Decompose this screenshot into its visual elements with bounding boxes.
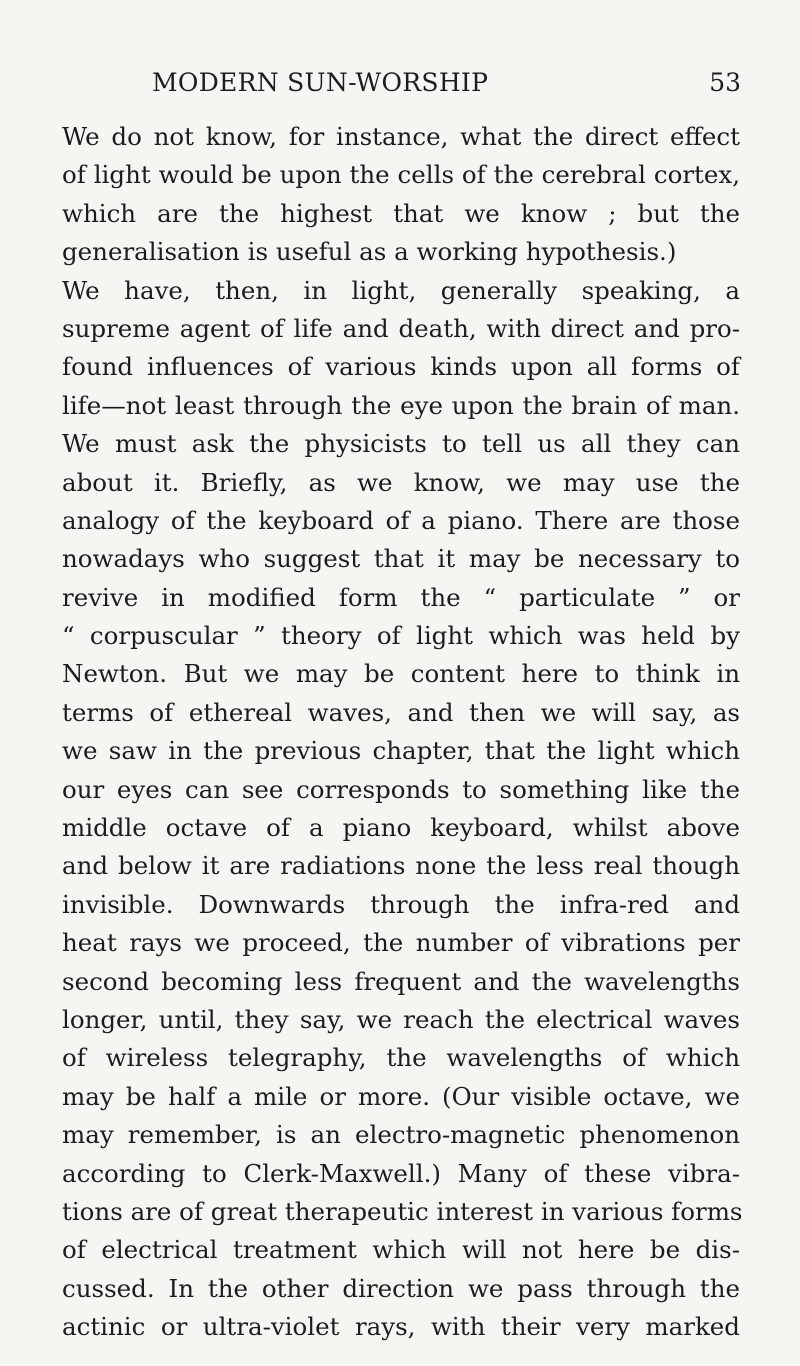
text-line: of wireless telegraphy, the wavelengths of which bbox=[62, 1043, 740, 1073]
text-line: second becoming less frequent and the wavelengths bbox=[62, 966, 740, 996]
text-line: revive in modified form the “ particulate ” or bbox=[62, 582, 740, 612]
text-line: nowadays who suggest that it may be necessary to bbox=[62, 544, 740, 574]
text-line: invisible. Downwards through the infra-red and bbox=[62, 889, 740, 919]
body-text bbox=[62, 118, 743, 1347]
text-line: actinic or ultra-violet rays, with their very marked bbox=[62, 1312, 740, 1342]
text-line: tions are of great therapeutic interest in various forms bbox=[62, 1196, 743, 1226]
text-line: longer, until, they say, we reach the electrical waves bbox=[62, 1004, 740, 1034]
text-line: We must ask the physicists to tell us all they can bbox=[62, 429, 740, 459]
text-line: analogy of the keyboard of a piano. There are those bbox=[62, 505, 740, 535]
text-line: about it. Briefly, as we know, we may use the bbox=[62, 467, 740, 497]
text-line: Newton. But we may be content here to think in bbox=[62, 659, 740, 689]
text-line: life—not least through the eye upon the brain of man. bbox=[62, 390, 740, 420]
text-line: found influences of various kinds upon all forms of bbox=[62, 352, 740, 382]
text-line: “ corpuscular ” theory of light which was held by bbox=[62, 621, 740, 651]
text-line: our eyes can see corresponds to something like the bbox=[62, 774, 740, 804]
text-line: terms of ethereal waves, and then we will say, as bbox=[62, 697, 740, 727]
page-number: 53 bbox=[709, 68, 741, 97]
text-line: according to Clerk-Maxwell.) Many of these vibra- bbox=[62, 1158, 740, 1188]
text-line: may be half a mile or more. (Our visible octave, we bbox=[62, 1081, 740, 1111]
text-line: of electrical treatment which will not here be dis- bbox=[62, 1235, 740, 1265]
text-line: which are the highest that we know ; but the bbox=[62, 198, 740, 228]
text-line: cussed. In the other direction we pass through the bbox=[62, 1273, 740, 1303]
text-line: heat rays we proceed, the number of vibrations per bbox=[62, 928, 740, 958]
text-line: supreme agent of life and death, with direct and pro- bbox=[62, 313, 740, 343]
text-line: and below it are radiations none the less real though bbox=[62, 851, 740, 881]
text-line: we saw in the previous chapter, that the light which bbox=[62, 736, 740, 766]
text-line: middle octave of a piano keyboard, whilst above bbox=[62, 813, 740, 843]
text-line: We have, then, in light, generally speaking, a bbox=[62, 275, 740, 305]
text-line: generalisation is useful as a working hypothesis.) bbox=[62, 237, 677, 267]
text-line: We do not know, for instance, what the direct effect bbox=[62, 122, 740, 151]
running-title: MODERN SUN-WORSHIP bbox=[152, 68, 489, 97]
running-head bbox=[152, 68, 660, 97]
text-line: may remember, is an electro-magnetic phenomenon bbox=[62, 1120, 740, 1150]
text-line: of light would be upon the cells of the cerebral cortex, bbox=[62, 160, 740, 190]
